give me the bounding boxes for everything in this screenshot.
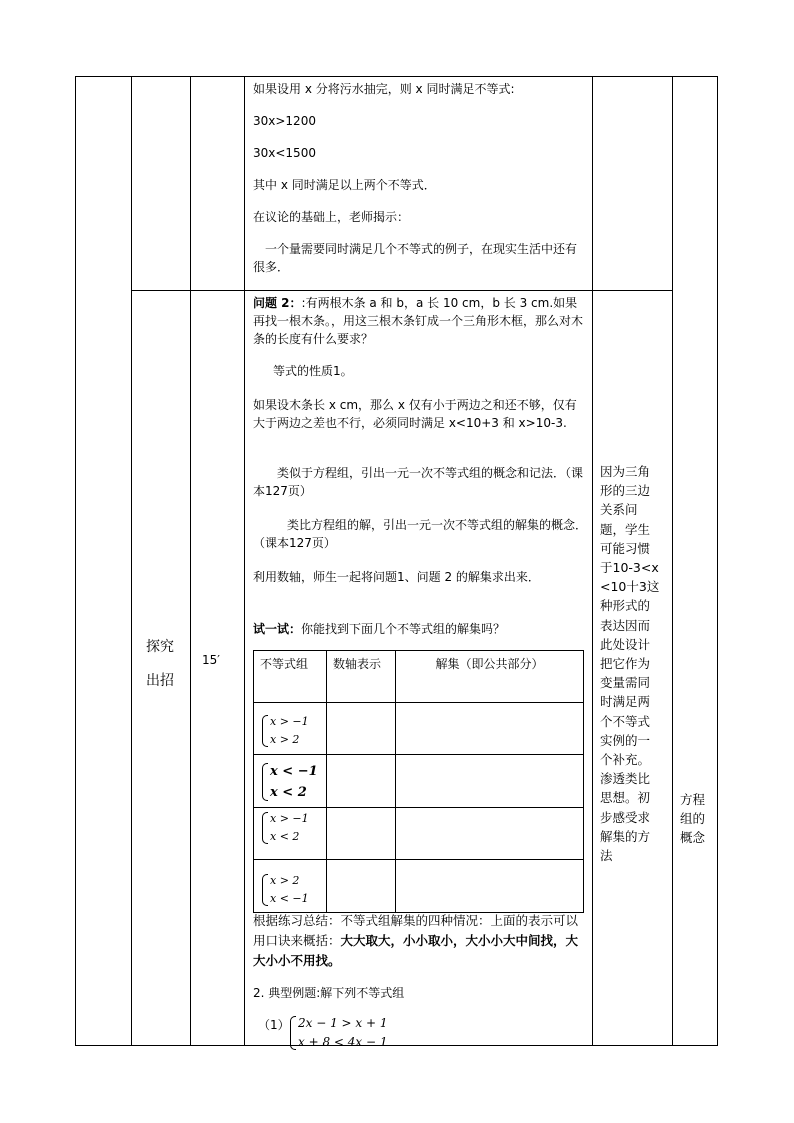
table-header: 解集（即公共部分） xyxy=(396,651,584,703)
top-line-6: 一个量需要同时满足几个不等式的例子，在现实生活中还有很多． xyxy=(253,242,578,274)
summary-text xyxy=(253,911,588,971)
solution-cell xyxy=(396,808,584,860)
column-divider xyxy=(244,76,245,1046)
try-title: 试一试： xyxy=(253,622,302,636)
example-1 xyxy=(258,1016,388,1049)
numline-text: 利用数轴，师生一起将问题1、问题 2 的解集求出来． xyxy=(253,570,540,584)
table-header: 不等式组 xyxy=(254,651,327,703)
question-2-text: :有两根木条 a 和 b，a 长 10 cm，b 长 3 cm.如果再找一根木条。，用这三根木条钉成一个三角形木框，那么对木条的长度有什么要求？ xyxy=(253,296,584,346)
question-2-title: 问题 2： xyxy=(253,296,302,310)
inequality-table xyxy=(253,650,584,913)
design-note: 因为三角形的三边关系问题，学生可能习惯于10-3<x<10十3这种形式的表达因而此处设计把它作为变量需同时满足两个不等式实例的一个补充。渗透类比思想。初步感受求解集的方法 xyxy=(600,464,660,864)
assume-text: 如果设木条长 x cm，那么 x 仅有小于两边之和还不够，仅有大于两边之差也不行，必须同时满足 x<10+3 和 x>10-3. xyxy=(253,398,577,430)
top-line-1: 如果设用 x 分将污水抽完，则 x 同时满足不等式: xyxy=(253,82,515,96)
numline-cell xyxy=(327,755,396,808)
inequality-system: x > −1 x < 2 xyxy=(260,810,320,846)
column-divider xyxy=(592,76,593,1046)
table-row xyxy=(254,755,584,808)
numline-cell xyxy=(327,860,396,913)
solution-cell xyxy=(396,860,584,913)
row-label-1: 探究 xyxy=(146,639,174,655)
concept-2: 类比方程组的解，引出一元一次不等式组的解集的概念．（课本127页） xyxy=(253,518,588,550)
concept-1: 类似于方程组，引出一元一次不等式组的概念和记法．（课本127页） xyxy=(253,466,584,498)
inequality-system: x > 2 x < −1 xyxy=(260,872,320,908)
top-line-5: 在议论的基础上，老师揭示： xyxy=(253,210,410,224)
side-topic: 方程组的概念 xyxy=(680,792,706,845)
column-divider xyxy=(131,76,132,1046)
table-row xyxy=(254,860,584,913)
table-header: 数轴表示 xyxy=(327,651,396,703)
summary-bold: 大大取大，小小取小，大小小大中间找，大大小小不用找。 xyxy=(253,933,579,968)
row-label-2: 出招 xyxy=(146,673,174,689)
solution-cell xyxy=(396,755,584,808)
column-divider xyxy=(190,76,191,1046)
example-system: 2x − 1 > x + 1 x + 8 < 4x − 1 xyxy=(288,1014,388,1052)
try-line xyxy=(253,620,588,638)
property-line: 等式的性质1。 xyxy=(273,364,353,378)
top-line-4: 其中 x 同时满足以上两个不等式． xyxy=(253,178,436,192)
column-divider xyxy=(672,76,673,1046)
table-header-row xyxy=(254,651,584,703)
try-text: 你能找到下面几个不等式组的解集吗？ xyxy=(301,622,506,636)
inequality-system: x > −1 x > 2 xyxy=(260,713,320,749)
top-line-3: 30x<1500 xyxy=(253,146,316,160)
row-time: 15′ xyxy=(202,653,220,667)
row-divider xyxy=(131,290,672,291)
table-row xyxy=(254,808,584,860)
numline-cell xyxy=(327,703,396,755)
question-2 xyxy=(253,294,588,348)
summary-plain: 根据练习总结：不等式组解集的四种情况：上面的表示可以用口诀来概括： xyxy=(253,913,579,948)
solution-cell xyxy=(396,703,584,755)
inequality-system: x < −1 x < 2 xyxy=(260,761,320,803)
example-number: （1） xyxy=(258,1018,290,1032)
example-heading: 2. 典型例题:解下列不等式组 xyxy=(253,986,405,1000)
numline-cell xyxy=(327,808,396,860)
top-line-2: 30x>1200 xyxy=(253,114,316,128)
table-row xyxy=(254,703,584,755)
